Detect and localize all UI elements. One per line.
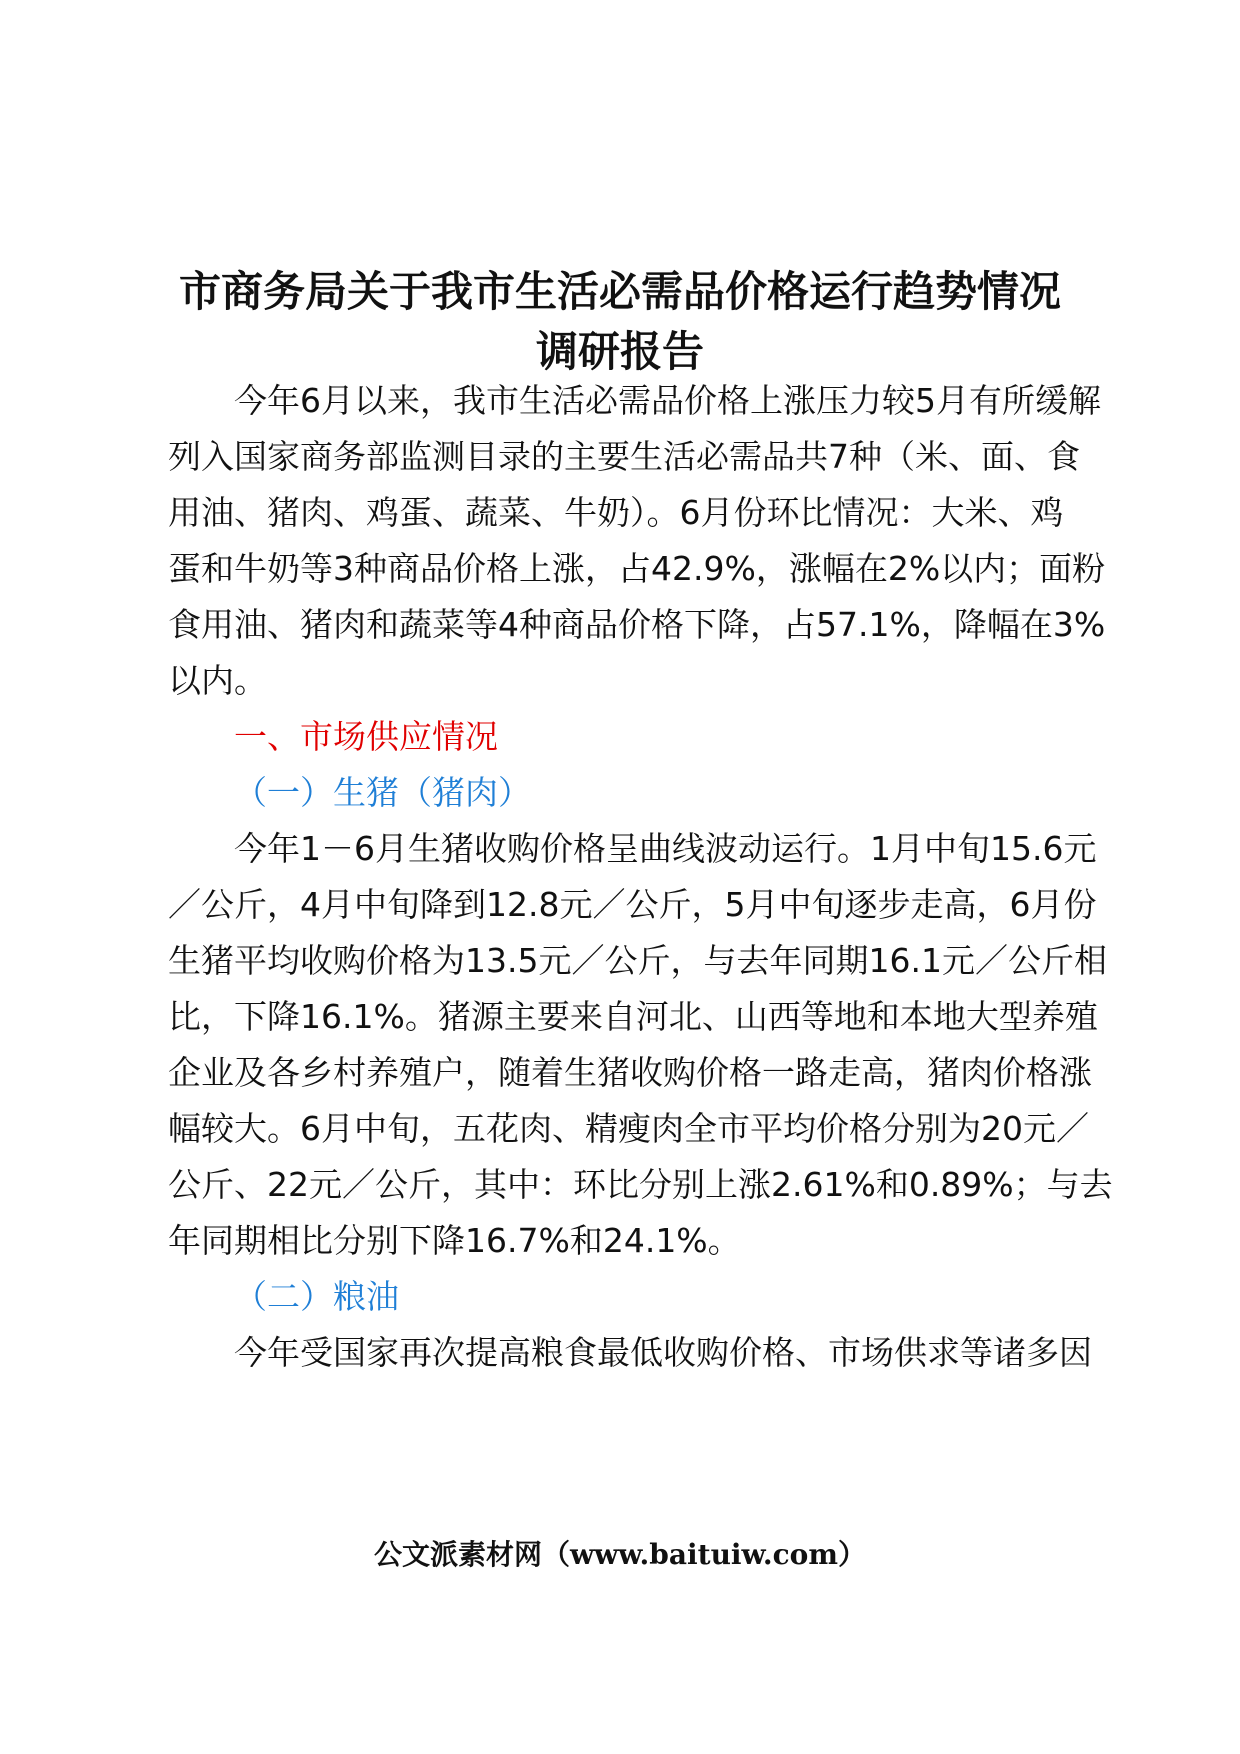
intro-line: 以内。 xyxy=(168,661,267,700)
body-line: 年同期相比分别下降16.7%和24.1%。 xyxy=(168,1221,741,1260)
document-title-line-2: 调研报告 xyxy=(535,327,704,376)
body-line: 幅较大。6月中旬，五花肉、精瘦肉全市平均价格分别为20元／ xyxy=(168,1109,1089,1148)
body-line: 企业及各乡村养殖户，随着生猪收购价格一路走高，猪肉价格涨 xyxy=(168,1053,1092,1092)
intro-line: 蛋和牛奶等3种商品价格上涨，占42.9%，涨幅在2%以内；面粉 xyxy=(168,549,1106,588)
section-heading: 一、市场供应情况 xyxy=(234,717,498,756)
footer-source: 公文派素材网（www.baituiw.com） xyxy=(374,1538,866,1571)
body-line: 比，下降16.1%。猪源主要来自河北、山西等地和本地大型养殖 xyxy=(168,997,1098,1036)
intro-line: 食用油、猪肉和蔬菜等4种商品价格下降，占57.1%，降幅在3% xyxy=(168,605,1106,644)
subsection-heading: （二）粮油 xyxy=(234,1277,399,1316)
body-line: 今年1－6月生猪收购价格呈曲线波动运行。1月中旬15.6元 xyxy=(234,829,1097,868)
intro-line: 列入国家商务部监测目录的主要生活必需品共7种（米、面、食 xyxy=(168,437,1080,476)
body-line: 生猪平均收购价格为13.5元／公斤，与去年同期16.1元／公斤相 xyxy=(168,941,1107,980)
intro-line: 今年6月以来，我市生活必需品价格上涨压力较5月有所缓解 xyxy=(234,381,1101,420)
subsection-heading: （一）生猪（猪肉） xyxy=(234,773,531,812)
body-line: ／公斤，4月中旬降到12.8元／公斤，5月中旬逐步走高，6月份 xyxy=(168,885,1097,924)
intro-line: 用油、猪肉、鸡蛋、蔬菜、牛奶）。6月份环比情况：大米、鸡 xyxy=(168,493,1064,532)
body-line: 今年受国家再次提高粮食最低收购价格、市场供求等诸多因 xyxy=(234,1333,1092,1372)
body-line: 公斤、22元／公斤，其中：环比分别上涨2.61%和0.89%；与去 xyxy=(168,1165,1113,1204)
document-title-line-1: 市商务局关于我市生活必需品价格运行趋势情况 xyxy=(178,267,1061,316)
